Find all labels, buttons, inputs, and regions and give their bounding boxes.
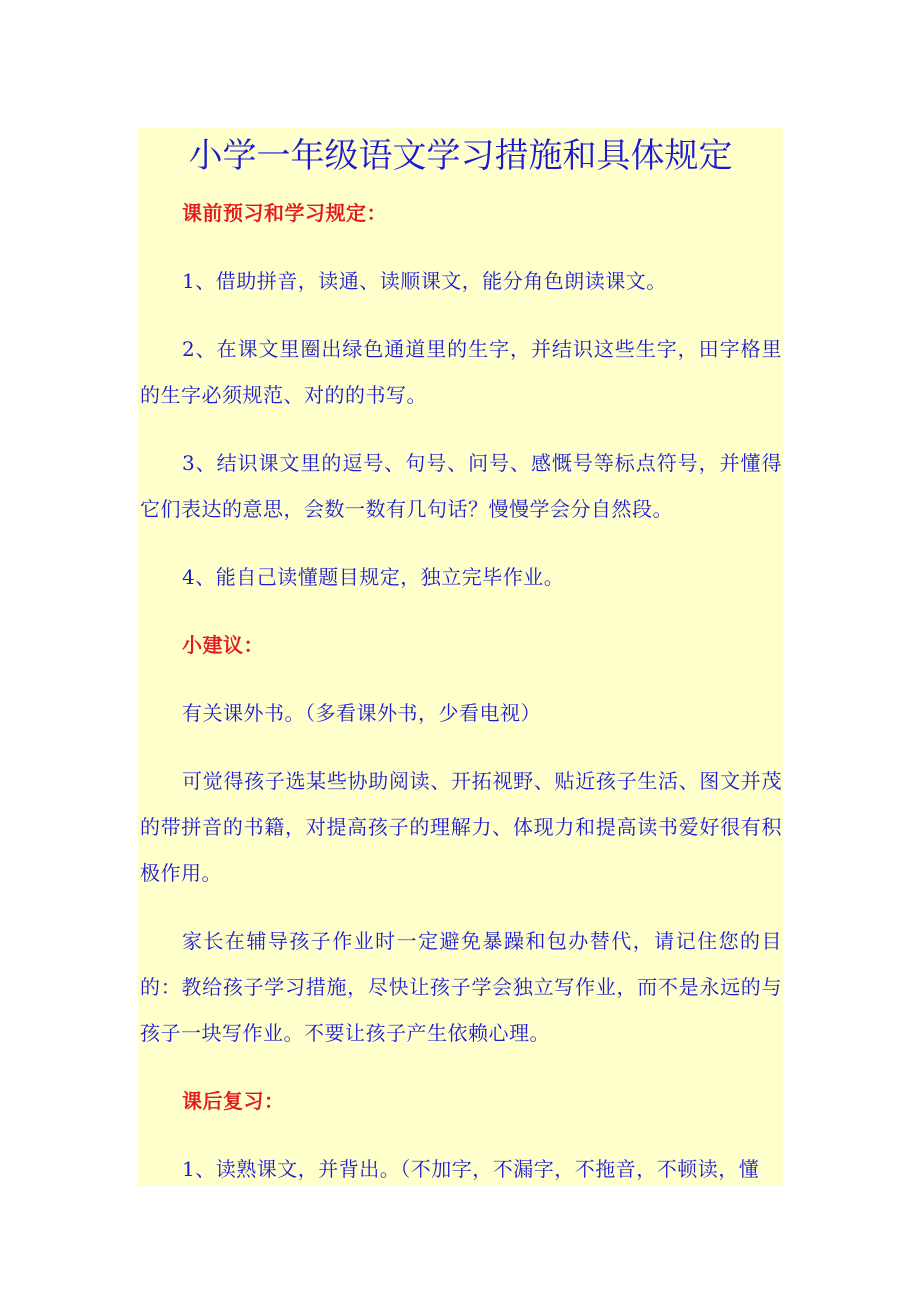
section-heading-review: 课后复习： — [182, 1089, 285, 1113]
paragraph: 3、结识课文里的逗号、句号、问号、感慨号等标点符号，并懂得它们表达的意思，会数一数有几句话？慢慢学会分自然段。 — [140, 451, 782, 521]
paragraph: 2、在课文里圈出绿色通道里的生字，并结识这些生字，田字格里的生字必须规范、对的的书写。 — [140, 337, 782, 407]
paragraph: 可觉得孩子选某些协助阅读、开拓视野、贴近孩子生活、图文并茂的带拼音的书籍，对提高孩子的理解力、体现力和提高读书爱好很有积极作用。 — [140, 769, 782, 885]
paragraph: 家长在辅导孩子作业时一定避免暴躁和包办替代，请记住您的目的：教给孩子学习措施，尽快让孩子学会独立写作业，而不是永远的与孩子一块写作业。不要让孩子产生依赖心理。 — [140, 929, 782, 1045]
section-heading-preview: 课前预习和学习规定： — [182, 201, 387, 225]
paragraph: 1、借助拼音，读通、读顺课文，能分角色朗读课文。 — [182, 269, 667, 293]
document-title: 小学一年级语文学习措施和具体规定 — [188, 136, 733, 176]
document-body — [140, 190, 782, 1186]
paragraph: 4、能自己读懂题目规定，独立完毕作业。 — [182, 565, 565, 589]
paragraph: 有关课外书。（多看课外书，少看电视） — [182, 701, 541, 725]
paragraph: 1、读熟课文，并背出。（不加字，不漏字，不拖音，不顿读，懂 — [182, 1157, 760, 1181]
document-page — [138, 128, 783, 1186]
section-heading-suggestions: 小建议： — [182, 633, 264, 657]
